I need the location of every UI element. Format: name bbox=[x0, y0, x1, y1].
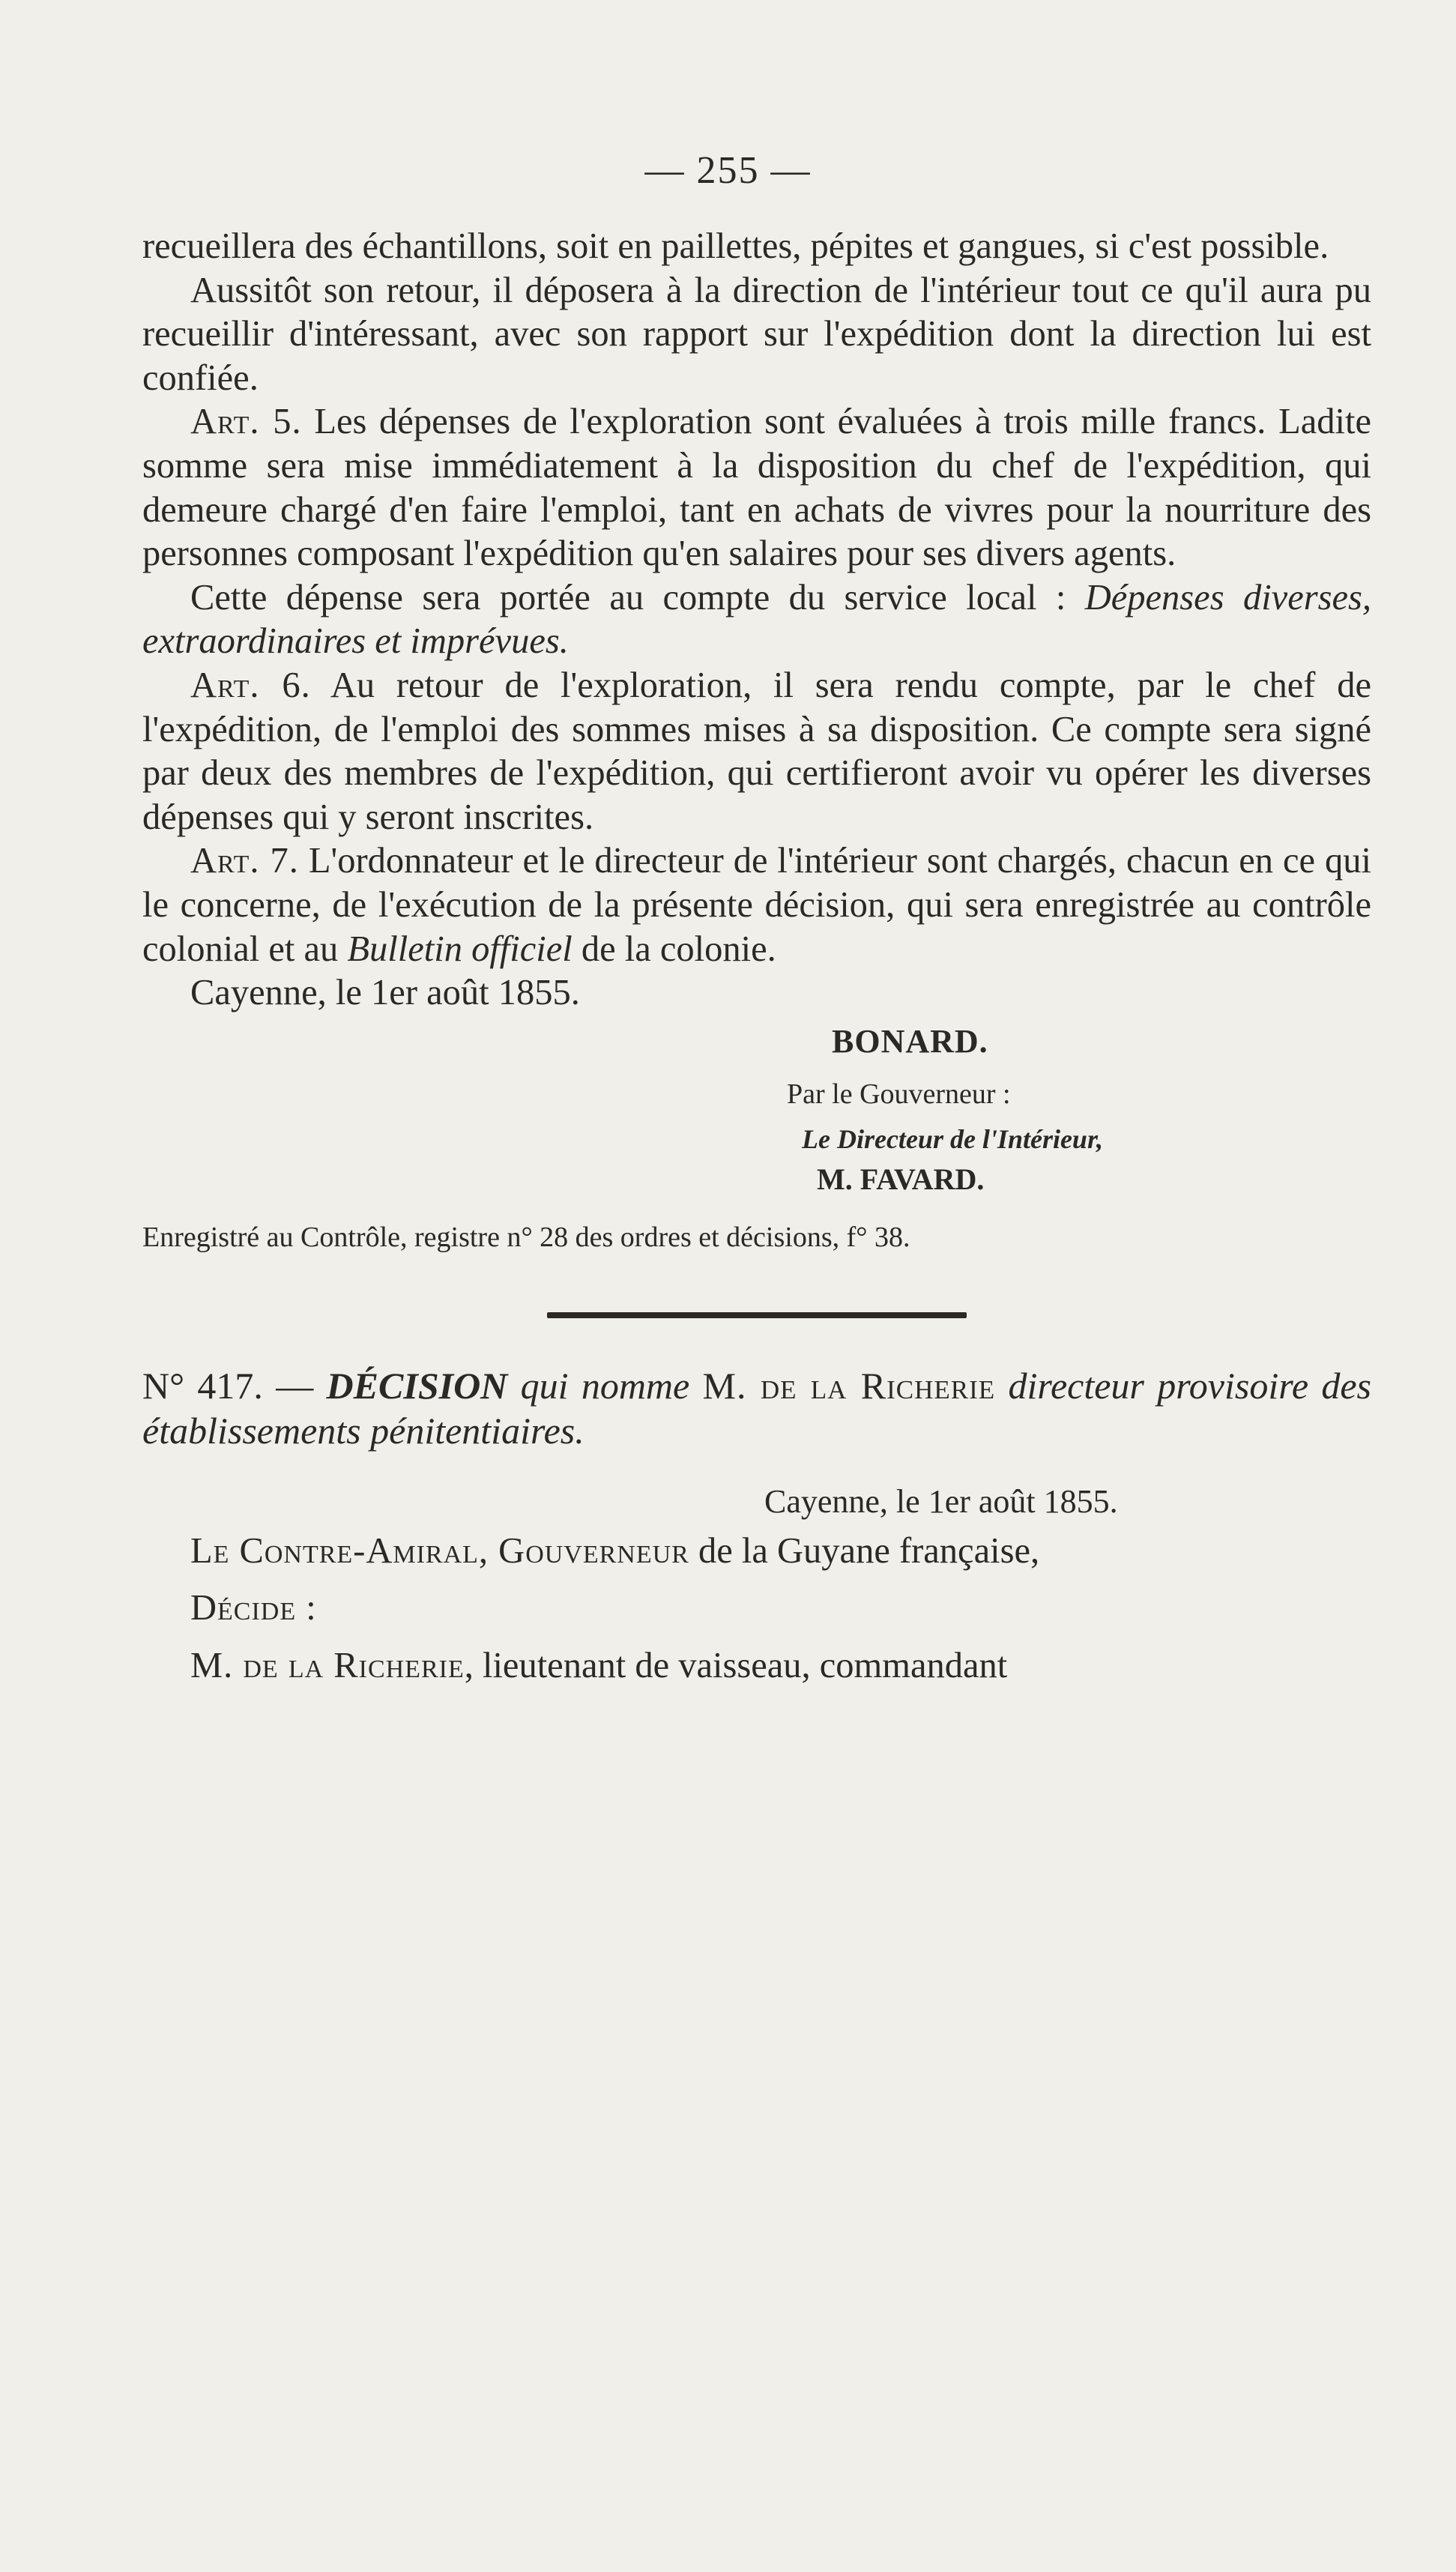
governor-rest: de la Guyane française, bbox=[689, 1530, 1040, 1571]
signature-par: Par le Gouverneur : bbox=[787, 1078, 1011, 1110]
decision-name: M. de la Richerie bbox=[702, 1364, 996, 1407]
signature-title: Le Directeur de l'Intérieur, bbox=[802, 1123, 1103, 1154]
text-body bbox=[142, 225, 1371, 1688]
expense-italic: Dépenses diverses, extraordinaires et imprévues. bbox=[142, 577, 1372, 662]
decision-line-1 bbox=[142, 1530, 1371, 1574]
decision-number: N° 417. — bbox=[142, 1364, 327, 1407]
decision-rest-2: directeur provisoire des établissements pénitentiaires. bbox=[142, 1364, 1372, 1452]
decision-line-3 bbox=[142, 1644, 1371, 1688]
article-5-label: Art. 5. bbox=[190, 402, 302, 442]
article-5 bbox=[142, 400, 1371, 576]
decision-date: Cayenne, le 1er août 1855. bbox=[764, 1482, 1118, 1520]
date-line: Cayenne, le 1er août 1855. bbox=[190, 973, 580, 1013]
page-number: — 255 — bbox=[644, 149, 812, 192]
article-7-text: L'ordonnateur et le directeur de l'intérieur sont chargés, chacun en ce qui le concerne, de l'exécution de la présente décision, qui sera enregistrée au contrôle colonial et au bbox=[142, 841, 1371, 969]
article-7-label: Art. 7. bbox=[190, 841, 299, 881]
decision-caps: DÉCISION bbox=[326, 1364, 508, 1407]
registration-line: Enregistré au Contrôle, registre n° 28 des ordres et décisions, f° 38. bbox=[142, 1221, 910, 1253]
expense-text: Cette dépense sera portée au compte du service local : bbox=[190, 577, 1085, 618]
article-6 bbox=[142, 664, 1371, 839]
richerie-caps: M. de la Richerie bbox=[190, 1645, 465, 1685]
decide-line: Décide : bbox=[190, 1588, 317, 1628]
article-7 bbox=[142, 839, 1371, 971]
article-7-end: de la colonie. bbox=[572, 929, 776, 969]
governor-caps: Le Contre-Amiral, Gouverneur bbox=[190, 1530, 689, 1571]
decision-title bbox=[142, 1363, 1371, 1453]
bulletin-italic: Bulletin officiel bbox=[347, 929, 573, 969]
paragraph-2: Aussitôt son retour, il déposera à la direction de l'intérieur tout ce qu'il aura pu recueillir d'intéressant, avec son rapport sur l'expédition dont la direction lui est confiée. bbox=[142, 270, 1371, 398]
signature-signer: M. FAVARD. bbox=[817, 1162, 985, 1196]
section-divider bbox=[547, 1312, 967, 1318]
signature-name: BONARD. bbox=[832, 1022, 988, 1060]
decision-rest-1: qui nomme bbox=[507, 1364, 703, 1407]
paragraph-1: recueillera des échantillons, soit en paillettes, pépites et gangues, si c'est possible. bbox=[142, 226, 1329, 266]
richerie-rest: , lieutenant de vaisseau, commandant bbox=[464, 1645, 1008, 1685]
article-6-label: Art. 6. bbox=[190, 665, 311, 705]
article-5-text: Les dépenses de l'exploration sont évaluées à trois mille francs. Ladite somme sera mise immédiatement à la disposition du chef de l'expédition, qui demeure chargé d'en faire l'emploi, tant en achats de vivres pour la nourriture des personnes composant l'expédition qu'en salaires pour ses divers agents. bbox=[142, 402, 1371, 574]
article-6-text: Au retour de l'exploration, il sera rendu compte, par le chef de l'expédition, de l'emploi des sommes mises à sa disposition. Ce compte sera signé par deux des membres de l'expédition, qui certifieront avoir vu opérer les diverses dépenses qui y seront inscrites. bbox=[142, 665, 1371, 837]
paragraph-expense bbox=[142, 576, 1371, 664]
